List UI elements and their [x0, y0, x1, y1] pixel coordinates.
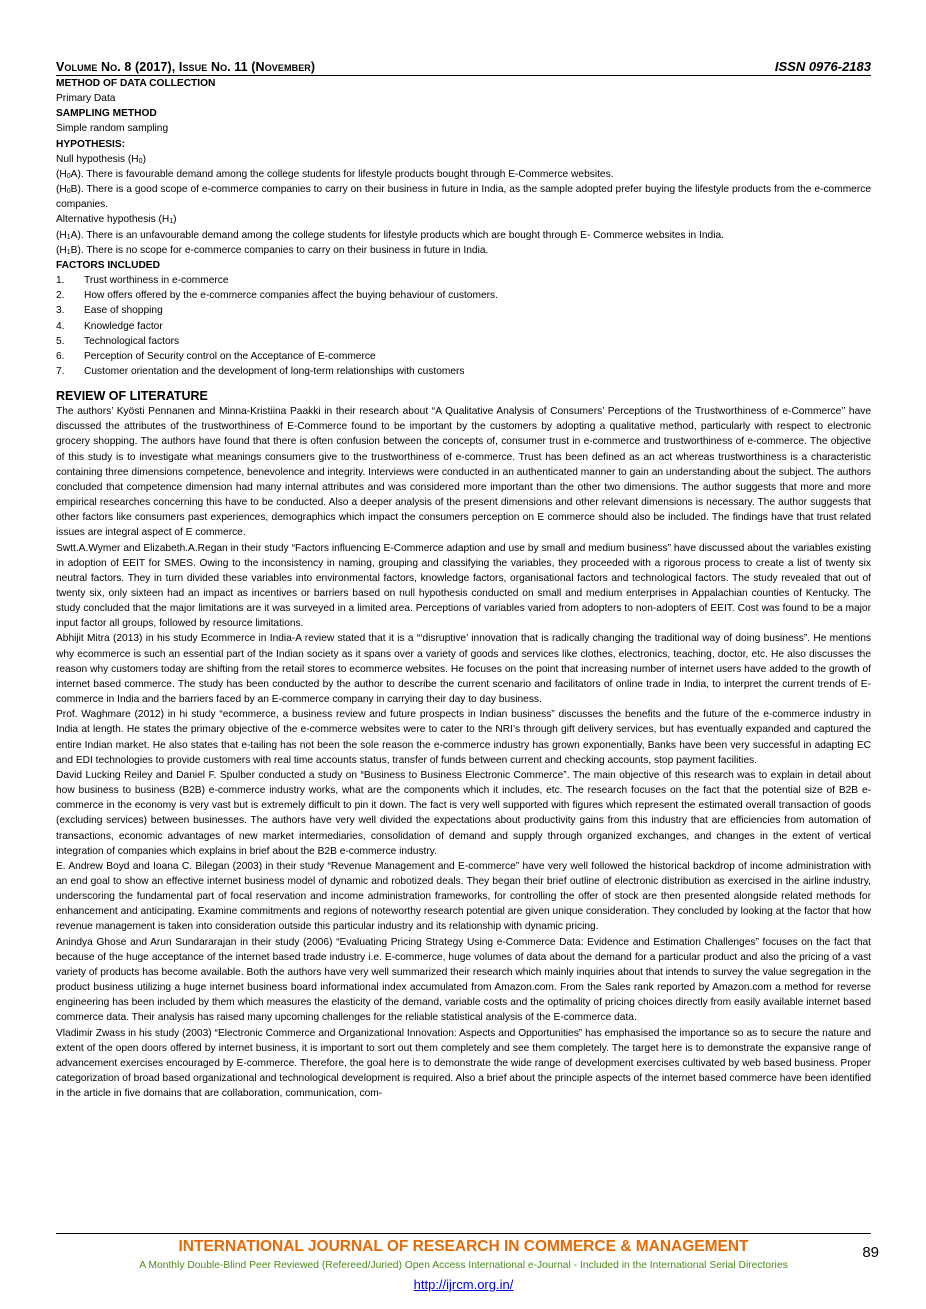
issn: ISSN 0976-2183	[774, 59, 871, 74]
null-hypothesis-title: Null hypothesis $(H_0)$	[56, 153, 146, 165]
list-item: 1. Trust worthiness in e-commerce	[56, 275, 229, 287]
journal-title: INTERNATIONAL JOURNAL OF RESEARCH IN COMMERCE & MANAGEMENT	[178, 1238, 749, 1255]
list-item: 5. Technological factors	[56, 335, 180, 347]
volume-issue: Volume No. 8 (2017), Issue No. 11 (November)	[56, 60, 316, 74]
review-paragraph: Abhijit Mitra (2013) in his study Ecommerce in India-A review stated that it is a “‘disruptive’ innovation that is radically changing the traditional way of doing business”. He mentions why ecommerce is such an essential part of the Indian society as it spans over a variety of goods and services like clothes, electronics, teaching, doctor, etc. He also discusses the reason why customers today are shifting from the retail stores to ecommerce websites. He focuses on the point that increasing number of internet users have added to the growth of internet based commerce. The study has been conducted by the author to describe the current scenario and facilitators of online trade in India, to interpret the current trends of E-commerce in India and the barriers faced by an E-commerce company in carrying their day to day business.	[56, 633, 871, 706]
page-number: 89	[862, 1244, 879, 1261]
list-item: 7. Customer orientation and the development of long-term relationships with customers	[56, 365, 465, 377]
review-paragraph: Swtt.A.Wymer and Elizabeth.A.Regan in their study “Factors influencing E-Commerce adaption and use by small and medium business” have discussed about the variables existing in adoption of EEIT for SMES. Owing to the inconsistency in naming, grouping and classifying the variables, they proceeded with a rigorous process to create a list of twenty six neutral factors. They in turn divided these variables into environmental factors, knowledge factors, organisational factors and technological factors. The study revealed that out of twenty six, only sixteen had an impact as incentives or barriers based on null hypothesis conducted on small and medium enterprises in Appalachian counties of Kentucky. The study concluded that the major limitations are it was surveyed in a limited area. Perceptions of variables varied from adopters to non-adopters of EEIT. Cost was found to be a major input factor all groups, followed by resource limitations.	[56, 542, 871, 630]
journal-url-link[interactable]: http://ijrcm.org.in/	[413, 1277, 514, 1292]
page	[56, 58, 871, 1101]
factors-list	[56, 273, 871, 379]
factors-label: FACTORS INCLUDED	[56, 259, 160, 271]
review-paragraph: Vladimir Zwass in his study (2003) “Electronic Commerce and Organizational Innovation: Aspects and Opportunities” has emphasised the importance so as to secure the nature and extent of the open doors offered by internet business, it is important to sort out them completely and see them completely. The target here is to demonstrate the expansive range of advancement exercises encouraged by E-commerce. Therefore, the goal here is to demonstrate the wide range of development exercises cultivated by web based business. Proper categorization of broad based organizational and technological development is required. Also a brief about the principle aspects of the internet based commerce have been identified in the article in five domains that are collaboration, communication, com-	[56, 1027, 871, 1100]
review-paragraph: E. Andrew Boyd and Ioana C. Bilegan (2003) in their study “Revenue Management and E-commerce” have very well followed the historical backdrop of income administration with an end goal to show an effective internet business model of dynamic and robotized deals. They began their brief outline of electronic distribution as exercised in the airline industry, underscoring the fundamental part of focal reservation and income administration frameworks, for controlling the offer of stock are then presented alongside related methods for enhancement and anticipating. Examine commitments and regions of noteworthy research potential are given unique consideration. They concluded by looking at the factor that how revenue management is taken into consideration outside this particular industry and its relationship with dynamic pricing.	[56, 860, 871, 933]
alt-hypothesis-b: $(H_1B)$. There is no scope for e-commerce companies to carry on their business in future in India.	[56, 244, 489, 256]
journal-subtitle: A Monthly Double-Blind Peer Reviewed (Refereed/Juried) Open Access International e-Journal - Included in the International Serial Directories	[139, 1260, 788, 1271]
method-value: Primary Data	[56, 93, 116, 105]
hypothesis-label: HYPOTHESIS:	[56, 138, 126, 150]
review-paragraph: Anindya Ghose and Arun Sundararajan in their study (2006) “Evaluating Pricing Strategy Using e-Commerce Data: Evidence and Estimation Challenges” focuses on the fact that because of the huge acceptance of the internet based trade industry i.e. E-commerce, huge volumes of data about the demand for a particular product and also the pricing of a vast variety of products has become available. Both the authors have very well summarized their research which mainly inquiries about that intends to survey the value segregation in the product business utilizing a huge internet business board informational index accumulated from Amazon.com. From the Sales rank reported by Amazon.com a method for reverse engineering has been included by them which measures the elasticity of the demand, variable costs and the optimality of pricing choices directly from easily available internet based commerce data. Their analysis has raised many upcoming challenges for the reliable statistical analysis of the E-commerce data.	[56, 936, 871, 1024]
review-paragraph: Prof. Waghmare (2012) in hi study “ecommerce, a business review and future prospects in Indian business” discusses the benefits and the future of the e-commerce industry in India at length. He states the primary objective of the e-commerce websites were to cater to the NRI’s through gift delivery services, but has eventually expanded and captured the entire Indian market. He also states that e-tailing has not been the sole reason the e-commerce industry has grown exponentially, Banks have been very successful in adapting EC and EDI technologies to provide customers with real time accounts status, transfer of funds between current and checking accounts, stop payment facilities.	[56, 709, 871, 766]
review-paragraph: David Lucking Reiley and Daniel F. Spulber conducted a study on “Business to Business Electronic Commerce”. The main objective of this research was to explain in detail about how business to business (B2B) e-commerce industry works, what are the components which it includes, etc. The research focuses on the fact that the potential size of B2B e-commerce in the economy is very vast but is extremely difficult to pin it down. The fact is very well supported with figures which represent the estimated overall transaction of goods (excluding services) between businesses. The authors have very well divided the expectations about productivity gains from this industry that are efficiencies from automation of transactions, economic advantages of new market intermediaries, consolidation of demand and supply through organized exchanges, and changes in the extent of vertical integration of companies which explains in brief about the B2B e-commerce industry.	[56, 769, 871, 857]
page-footer	[56, 1233, 879, 1292]
review-heading: REVIEW OF LITERATURE	[56, 389, 208, 404]
list-item: 3. Ease of shopping	[56, 305, 163, 317]
list-item: 6. Perception of Security control on the Acceptance of E-commerce	[56, 350, 376, 362]
list-item: 4. Knowledge factor	[56, 320, 163, 332]
list-item: 2. How offers offered by the e-commerce companies affect the buying behaviour of customers.	[56, 290, 498, 302]
null-hypothesis-a: $(H_0A)$. There is favourable demand among the college students for lifestyle products bought through E-Commerce websites.	[56, 168, 614, 180]
running-header	[56, 58, 871, 76]
method-label: METHOD OF DATA COLLECTION	[56, 78, 216, 89]
alt-hypothesis-title: Alternative hypothesis $(H_1)$	[56, 214, 177, 226]
alt-hypothesis-a: $(H_1A)$. There is an unfavourable demand among the college students for lifestyle products which are bought through E- Commerce websites in India.	[56, 229, 724, 241]
sampling-value: Simple random sampling	[56, 123, 169, 135]
review-paragraph: The authors’ Kyösti Pennanen and Minna-Kristiina Paakki in their research about “A Qualitative Analysis of Consumers’ Perceptions of the Trustworthiness of e-Commerce’’ have discussed the attributes of the trustworthiness of E-Commerce found to be important by the customers by adopting a qualitative method, particularly with respect to electronic grocery shopping. The authors have found that there is often confusion between the concepts of, consumer trust in e-commerce and trustworthiness of e-commerce. The objective of this study is to investigate what meanings consumers give to the trustworthiness of e-commerce. Trust has been defined as an act whereas trustworthiness is a characteristic containing three dimensions competence, benevolence and integrity. Interviews were conducted in an authenticated manner to gain an understanding about the subject. The authors concluded that competence dimension had many internal attributes and was considered more important than the other two dimensions. The author suggests that more and more empirical researches concerning this have to be conducted. Also a deeper analysis of the present dimensions and other relevant dimensions is necessary. The author suggests that other factors like consumers past experiences, demographics which impact the consumers perception on E commerce should also be included. The findings have that trust related issues are integral aspect of E commerce.	[56, 406, 871, 539]
sampling-label: SAMPLING METHOD	[56, 108, 157, 120]
article-body	[56, 76, 871, 1101]
null-hypothesis-b: $(H_0B)$. There is a good scope of e-commerce companies to carry on their business in future in India, as the sample adopted prefer buying the lifestyle products from the e-commerce companies.	[56, 184, 871, 211]
